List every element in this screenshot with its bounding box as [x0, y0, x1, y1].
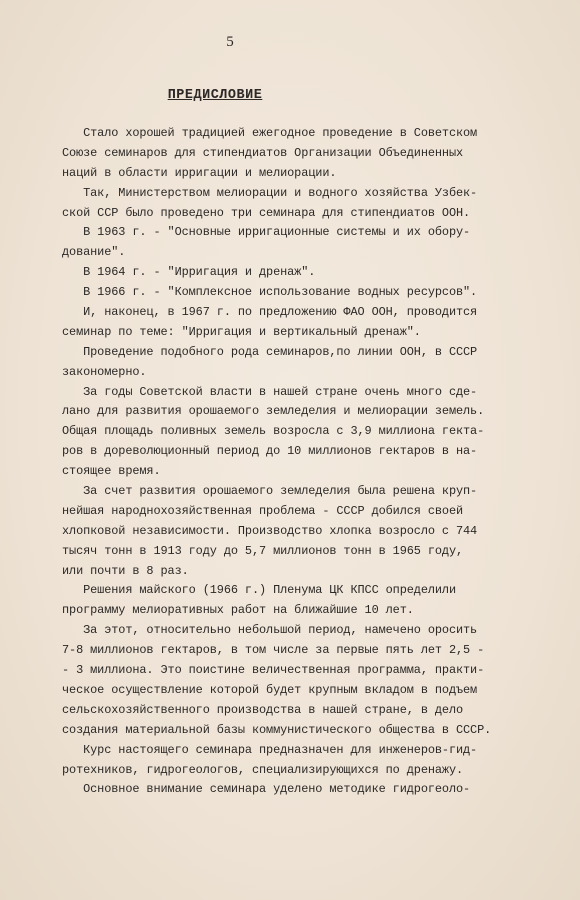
text-line: хлопковой независимости. Производство хлопка возросло с 744: [62, 523, 478, 538]
text-line: За годы Советской власти в нашей стране очень много сде-: [62, 384, 478, 399]
text-line: наций в области ирригации и мелиорации.: [62, 165, 337, 180]
text-line: И, наконец, в 1967 г. по предложению ФАО ООН, проводится: [62, 305, 478, 320]
text-line: В 1964 г. - "Ирригация и дренаж".: [62, 265, 316, 280]
text-line: ротехников, гидрогеологов, специализирующихся по дренажу.: [62, 762, 464, 777]
text-line: нейшая народнохозяйственная проблема - СССР добился своей: [62, 503, 464, 518]
text-line: 7-8 миллионов гектаров, в том числе за первые пять лет 2,5 -: [62, 643, 485, 658]
text-line: Курс настоящего семинара предназначен для инженеров-гид-: [62, 742, 478, 757]
text-line: В 1966 г. - "Комплексное использование водных ресурсов".: [62, 285, 478, 300]
section-heading: ПРЕДИСЛОВИЕ: [167, 88, 263, 103]
text-line: тысяч тонн в 1913 году до 5,7 миллионов тонн в 1965 году,: [62, 543, 464, 558]
text-line: создания материальной базы коммунистического общества в СССР.: [62, 722, 492, 737]
text-line: Общая площадь поливных земель возросла с 3,9 миллиона гекта-: [62, 424, 485, 439]
body-text: [62, 124, 492, 800]
text-line: или почти в 8 раз.: [62, 563, 189, 578]
text-line: - 3 миллиона. Это поистине величественная программа, практи-: [62, 663, 485, 678]
text-line: Так, Министерством мелиорации и водного хозяйства Узбек-: [62, 185, 478, 200]
text-line: ческое осуществление которой будет крупным вкладом в подъем: [62, 682, 478, 697]
text-line: Стало хорошей традицией ежегодное проведение в Советском: [62, 126, 478, 140]
page-number: 5: [226, 34, 234, 50]
text-line: семинар по теме: "Ирригация и вертикальный дренаж".: [62, 324, 421, 339]
text-line: программу мелиоративных работ на ближайшие 10 лет.: [62, 603, 414, 618]
text-line: Решения майского (1966 г.) Пленума ЦК КПСС определили: [62, 583, 456, 598]
text-line: Союзе семинаров для стипендиатов Организации Объединенных: [62, 145, 464, 160]
text-line: дование".: [62, 245, 126, 260]
text-line: ров в дореволюционный период до 10 миллионов гектаров в на-: [62, 444, 478, 459]
text-line: лано для развития орошаемого земледелия и мелиорации земель.: [62, 404, 485, 419]
text-line: Проведение подобного рода семинаров,по линии ООН, в СССР: [62, 344, 478, 359]
text-line: В 1963 г. - "Основные ирригационные системы и их обору-: [62, 225, 471, 240]
text-line: ской ССР было проведено три семинара для стипендиатов ООН.: [62, 205, 471, 220]
text-line: За этот, относительно небольшой период, намечено оросить: [62, 623, 478, 638]
text-line: закономерно.: [62, 364, 147, 379]
text-line: Основное внимание семинара уделено методике гидрогеоло-: [62, 782, 471, 797]
text-line: стоящее время.: [62, 464, 161, 479]
text-line: сельскохозяйственного производства в нашей стране, в дело: [62, 702, 464, 717]
text-line: За счет развития орошаемого земледелия была решена круп-: [62, 484, 478, 499]
